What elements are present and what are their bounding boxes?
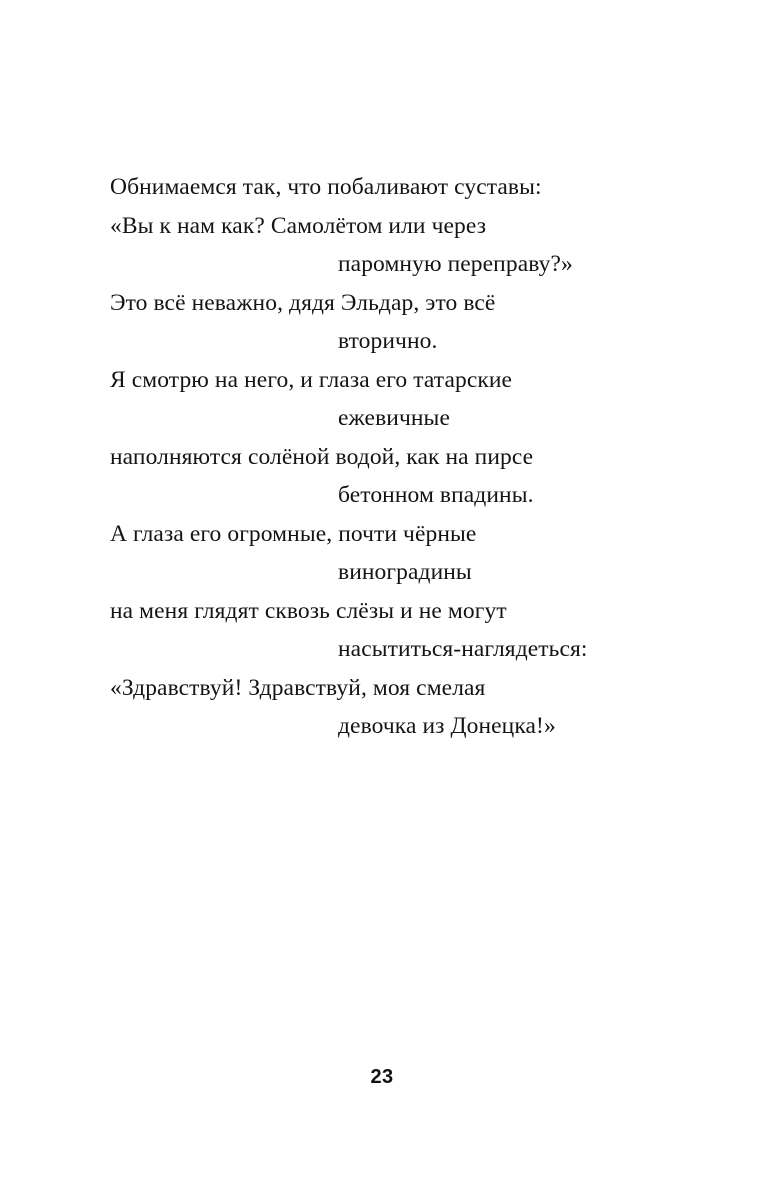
poem-line: вторично.	[338, 328, 438, 354]
poem-line: паромную переправу?»	[338, 251, 573, 277]
poem-line: насытиться-наглядеться:	[338, 636, 588, 662]
poem-line: «Здравствуй! Здравствуй, моя смелая	[110, 674, 486, 701]
poem-line: виноградины	[338, 559, 472, 585]
poem-line: «Вы к нам как? Самолётом или через	[110, 212, 487, 239]
poem-line: Я смотрю на него, и глаза его татарские	[110, 366, 513, 393]
poem-line: девочка из Донецка!»	[338, 713, 556, 739]
poem-line: бетонном впадины.	[338, 482, 534, 508]
poem-line: А глаза его огромные, почти чёрные	[110, 520, 477, 547]
page-number: 23	[370, 1066, 394, 1088]
poem-body	[110, 168, 670, 746]
poem-line: Обнимаемся так, что побаливают суставы:	[110, 174, 542, 200]
poem-line: ежевичные	[338, 405, 450, 431]
poem-line: наполняются солёной водой, как на пирсе	[110, 443, 534, 470]
poem-line: на меня глядят сквозь слёзы и не могут	[110, 597, 507, 624]
poem-line: Это всё неважно, дядя Эльдар, это всё	[110, 289, 496, 316]
